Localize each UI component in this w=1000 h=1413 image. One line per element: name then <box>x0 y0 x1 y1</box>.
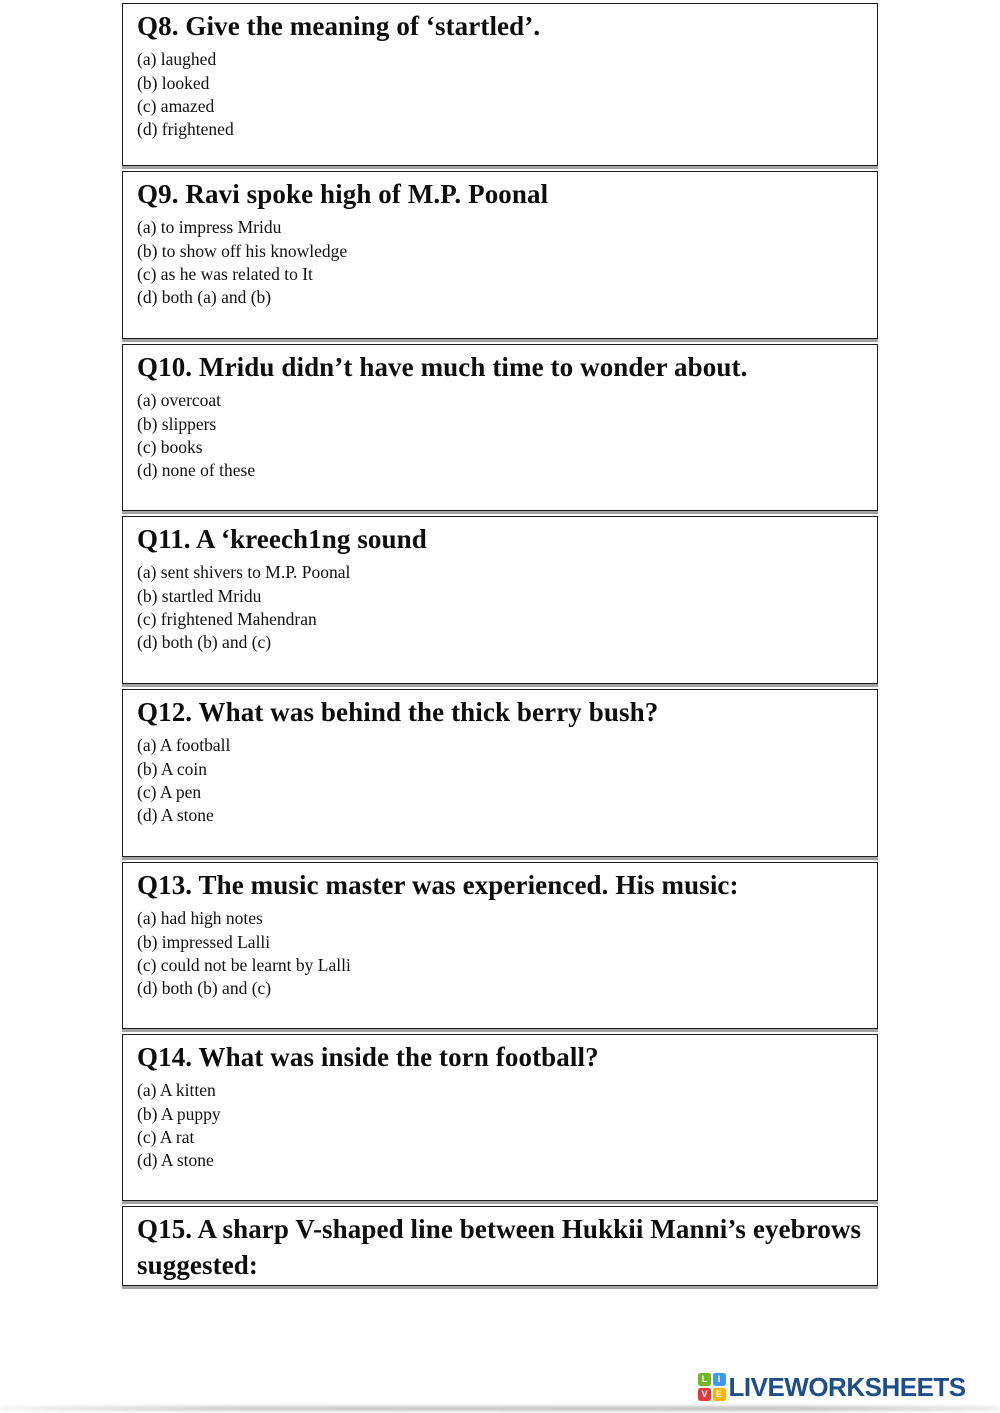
options-group <box>137 734 863 827</box>
question-title: Q11. A ‘kreech1ng sound <box>137 524 427 554</box>
option-a[interactable]: (a) to impress Mridu <box>137 217 282 238</box>
option-a[interactable]: (a) A football <box>137 735 231 756</box>
option-c[interactable]: (c) A rat <box>137 1127 195 1148</box>
option-c[interactable]: (c) books <box>137 437 203 458</box>
option-c[interactable]: (c) as he was related to It <box>137 264 313 285</box>
options-group <box>137 907 863 1000</box>
question-card-q14 <box>122 1034 878 1201</box>
option-b[interactable]: (b) looked <box>137 72 210 93</box>
question-title: Q10. Mridu didn’t have much time to wonder about. <box>137 352 748 382</box>
brand-wordmark: LIVEWORKSHEETS <box>728 1372 966 1402</box>
option-c[interactable]: (c) amazed <box>137 96 215 117</box>
question-card-q15 <box>122 1206 878 1286</box>
option-b[interactable]: (b) to show off his knowledge <box>137 240 348 261</box>
option-a[interactable]: (a) laughed <box>137 49 217 70</box>
option-c[interactable]: (c) could not be learnt by Lalli <box>137 955 351 976</box>
question-title: Q12. What was behind the thick berry bush? <box>137 697 659 727</box>
question-card-q8 <box>122 3 878 166</box>
option-d[interactable]: (d) both (a) and (b) <box>137 287 272 308</box>
option-d[interactable]: (d) both (b) and (c) <box>137 632 272 653</box>
question-title: Q13. The music master was experienced. His music: <box>137 870 739 900</box>
options-group <box>137 389 863 482</box>
options-group <box>137 1079 863 1172</box>
liveworksheets-grid-icon <box>698 1373 726 1401</box>
option-b[interactable]: (b) A coin <box>137 758 207 779</box>
option-d[interactable]: (d) frightened <box>137 119 234 140</box>
question-title: Q15. A sharp V-shaped line between Hukkii Manni’s eyebrows suggested: <box>137 1214 862 1281</box>
logo-tile-v: V <box>698 1388 711 1401</box>
question-list <box>122 3 878 1286</box>
option-d[interactable]: (d) none of these <box>137 460 256 481</box>
option-a[interactable]: (a) sent shivers to M.P. Poonal <box>137 562 351 583</box>
question-card-q10 <box>122 344 878 511</box>
question-title: Q8. Give the meaning of ‘startled’. <box>137 11 541 41</box>
question-title: Q14. What was inside the torn football? <box>137 1042 599 1072</box>
question-card-q12 <box>122 689 878 857</box>
option-a[interactable]: (a) A kitten <box>137 1080 216 1101</box>
options-group <box>137 216 863 309</box>
question-card-q9 <box>122 171 878 339</box>
option-b[interactable]: (b) A puppy <box>137 1103 221 1124</box>
logo-tile-i: I <box>713 1373 726 1386</box>
option-d[interactable]: (d) A stone <box>137 805 214 826</box>
option-d[interactable]: (d) A stone <box>137 1150 214 1171</box>
option-a[interactable]: (a) overcoat <box>137 390 222 411</box>
option-c[interactable]: (c) frightened Mahendran <box>137 609 317 630</box>
logo-tile-e: E <box>713 1388 726 1401</box>
question-card-q13 <box>122 862 878 1029</box>
page-bottom-cutoff <box>0 1406 1000 1411</box>
option-b[interactable]: (b) impressed Lalli <box>137 931 271 952</box>
options-group <box>137 561 863 654</box>
question-card-q11 <box>122 516 878 684</box>
option-b[interactable]: (b) slippers <box>137 413 217 434</box>
liveworksheets-logo[interactable] <box>698 1373 966 1401</box>
question-title: Q9. Ravi spoke high of M.P. Poonal <box>137 179 549 209</box>
option-d[interactable]: (d) both (b) and (c) <box>137 978 272 999</box>
option-b[interactable]: (b) startled Mridu <box>137 585 262 606</box>
logo-tile-l: L <box>698 1373 711 1386</box>
option-a[interactable]: (a) had high notes <box>137 908 263 929</box>
option-c[interactable]: (c) A pen <box>137 782 202 803</box>
options-group <box>137 48 863 141</box>
